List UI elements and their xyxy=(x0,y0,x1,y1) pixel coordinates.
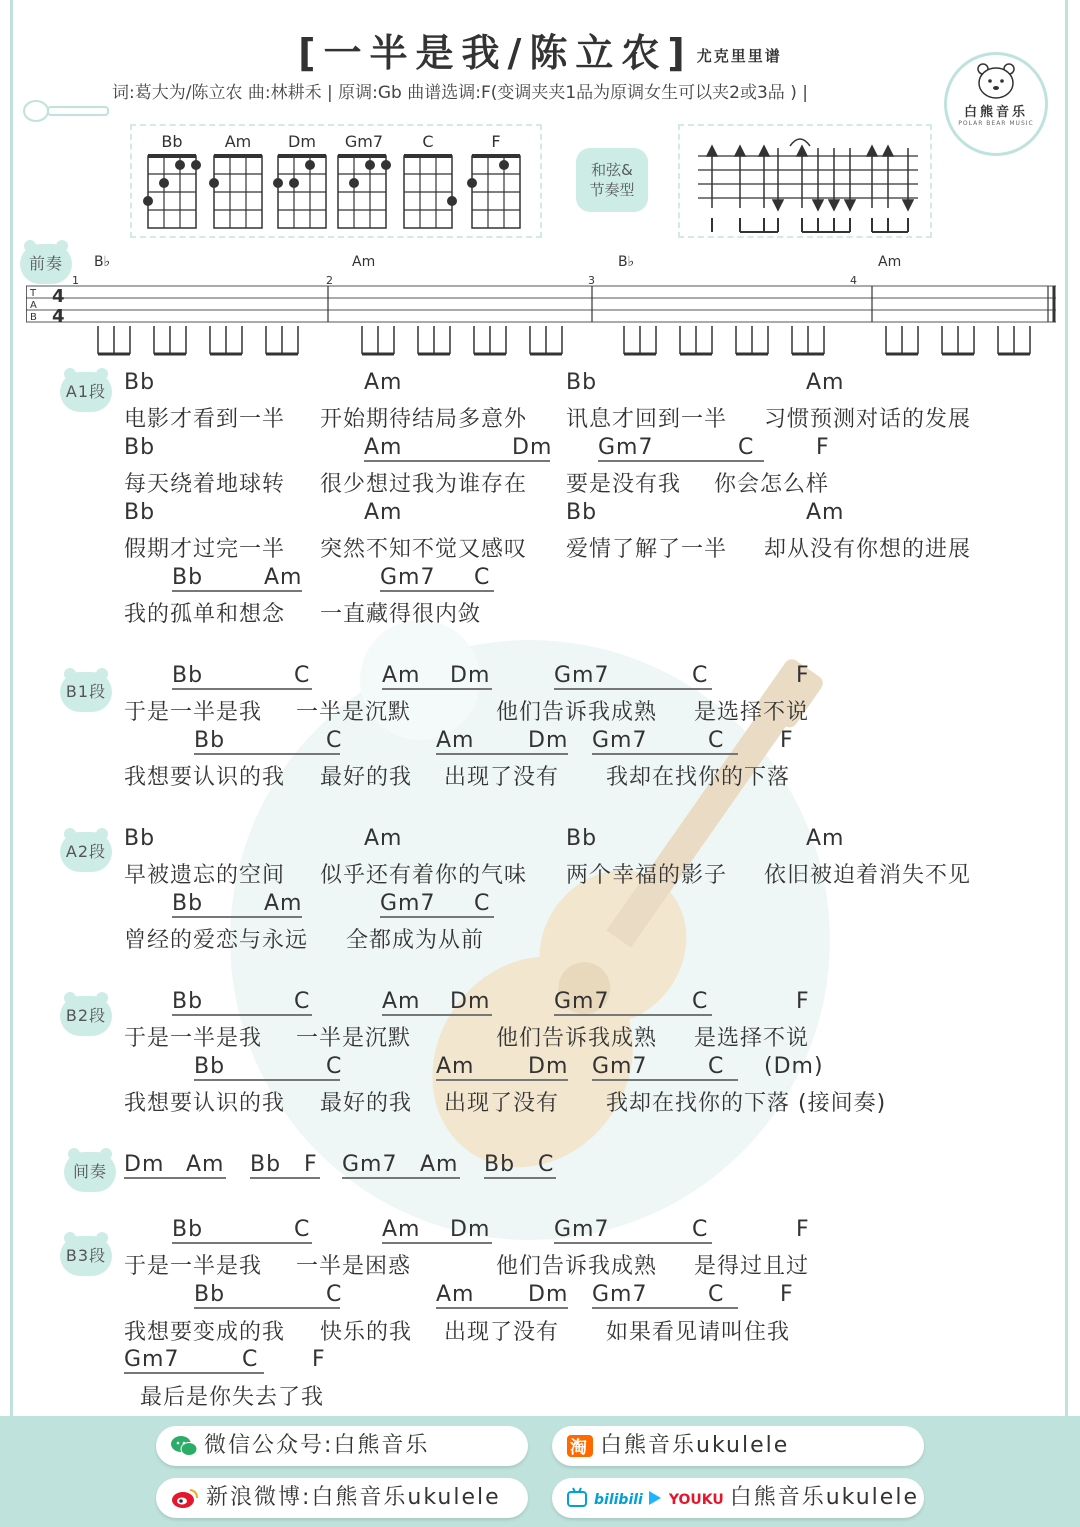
chord-label-f: F xyxy=(491,132,501,151)
lyric-phrase: 出现了没有 xyxy=(444,1091,560,1116)
chord: C xyxy=(326,728,343,753)
chord: Am xyxy=(436,728,475,753)
chord-group xyxy=(172,1217,312,1244)
chord: Bb xyxy=(172,989,204,1014)
svg-text:B: B xyxy=(30,312,37,323)
chord: Bb xyxy=(194,1054,226,1079)
lyric-phrase: 每天绕着地球转 xyxy=(124,472,286,497)
polar-bear-logo xyxy=(944,52,1048,156)
chord: Am xyxy=(364,435,403,460)
lyric-phrase: 很少想过我为谁存在 xyxy=(320,472,528,497)
chord: F xyxy=(780,1282,794,1307)
lyric-phrase: 我想要认识的我 xyxy=(124,1091,286,1116)
lyric-phrase: 我想要变成的我 xyxy=(124,1320,286,1345)
chord: Gm7 xyxy=(554,989,610,1014)
lyric-phrase: 于是一半是我 xyxy=(124,700,263,725)
polar-bear-icon xyxy=(973,61,1019,99)
chord: C xyxy=(474,565,491,590)
lyric-phrase: 却从没有你想的进展 xyxy=(764,537,972,562)
chord: Am xyxy=(264,565,303,590)
svg-text:4: 4 xyxy=(52,286,65,307)
song-subtitle: 尤克里里谱 xyxy=(696,47,782,65)
measure-number-3: 3 xyxy=(588,274,595,287)
youku-logo: YOUKU xyxy=(668,1492,724,1508)
strum-up-arrow-icon xyxy=(707,146,717,156)
chord: C xyxy=(294,989,311,1014)
chord-group xyxy=(172,663,312,690)
logo-english: POLAR BEAR MUSIC xyxy=(958,120,1034,127)
chord: Dm xyxy=(450,663,491,688)
chord-group xyxy=(172,989,312,1016)
chord: Gm7 xyxy=(592,1054,648,1079)
chord-group xyxy=(172,891,302,918)
chord: Bb xyxy=(172,663,204,688)
chord: Am xyxy=(364,370,403,395)
wechat-icon xyxy=(170,1434,198,1458)
lyric-phrase: 假期才过完一半 xyxy=(124,537,286,562)
chord-group xyxy=(554,1217,712,1244)
chord: F xyxy=(312,1347,326,1372)
strum-up-arrow-icon xyxy=(759,146,769,156)
chord: Bb xyxy=(566,500,598,525)
chord-group xyxy=(592,1054,738,1081)
lyric-phrase: 你会怎么样 xyxy=(714,472,830,497)
chord: C xyxy=(708,1054,725,1079)
chord: Am xyxy=(186,1152,225,1177)
logo-name: 白熊音乐 xyxy=(963,105,1028,120)
chord: Am xyxy=(806,370,845,395)
svg-text:淘: 淘 xyxy=(570,1438,589,1458)
chord-am-diagram xyxy=(209,154,262,228)
chord-group xyxy=(194,1054,343,1081)
lyric-phrase: 是选择不说 xyxy=(694,700,810,725)
chord: Gm7 xyxy=(592,1282,648,1307)
chord-group xyxy=(592,728,738,755)
chord-group xyxy=(382,1217,492,1244)
chord: Gm7 xyxy=(592,728,648,753)
lyric-phrase: 一直藏得很内敛 xyxy=(320,602,482,627)
lyric-phrase: 是选择不说 xyxy=(694,1026,810,1051)
chord: Gm7 xyxy=(554,1217,610,1242)
intro-chord-3: B♭ xyxy=(618,254,635,270)
intro-chord-4: Am xyxy=(878,254,902,270)
video-text: 白熊音乐ukulele xyxy=(729,1485,919,1510)
lyric-phrase: 是得过且过 xyxy=(694,1254,810,1279)
chord-group xyxy=(592,1282,738,1309)
chord-group xyxy=(554,989,712,1016)
chord-group xyxy=(598,435,764,462)
lyric-phrase: 要是没有我 xyxy=(566,472,682,497)
chord: Dm xyxy=(124,1152,165,1177)
chord: Bb xyxy=(124,826,156,851)
rhythm-badge-line1: 和弦& xyxy=(591,161,633,179)
section-badge-b2: B2段 xyxy=(60,996,112,1036)
measure-number-1: 1 xyxy=(72,274,79,287)
chord: Gm7 xyxy=(124,1347,180,1372)
svg-text:4: 4 xyxy=(52,306,65,327)
chord: Am xyxy=(364,826,403,851)
chord: Am xyxy=(382,663,421,688)
chord: Bb xyxy=(172,1217,204,1242)
footer xyxy=(0,1416,1080,1527)
chord: Dm xyxy=(528,1282,569,1307)
chord-group xyxy=(194,1282,343,1309)
chord: Am xyxy=(436,1054,475,1079)
chord: F xyxy=(796,1217,810,1242)
lyric-phrase: 于是一半是我 xyxy=(124,1254,263,1279)
chord-group xyxy=(436,1282,568,1309)
chord: Bb xyxy=(566,826,598,851)
strum-up-arrow-icon xyxy=(867,146,877,156)
chord-label-gm7: Gm7 xyxy=(344,132,384,151)
chord: C xyxy=(242,1347,259,1372)
chord-group xyxy=(382,989,492,1016)
wechat-link[interactable] xyxy=(156,1426,528,1466)
lyric-phrase: 我想要认识的我 xyxy=(124,765,286,790)
lyric-phrase: 早被遗忘的空间 xyxy=(124,863,286,888)
chord: Gm7 xyxy=(380,891,436,916)
chord-group xyxy=(380,891,494,918)
lyric-phrase: 如果看见请叫住我 xyxy=(606,1320,791,1345)
lyric-phrase: 他们告诉我成熟 xyxy=(496,1254,658,1279)
chord: Am xyxy=(806,500,845,525)
chord: Gm7 xyxy=(380,565,436,590)
chord: Am xyxy=(420,1152,459,1177)
chord: Bb xyxy=(124,435,156,460)
wechat-text: 微信公众号:白熊音乐 xyxy=(204,1433,430,1458)
chord: Am xyxy=(264,891,303,916)
lyric-phrase: 我的孤单和想念 xyxy=(124,602,286,627)
chord: C xyxy=(474,891,491,916)
chord-group xyxy=(380,565,494,592)
strum-down-arrow-icon xyxy=(813,200,823,210)
lyric-phrase: 曾经的爱恋与永远 xyxy=(124,928,309,953)
chord-label-c: C xyxy=(422,132,434,151)
bilibili-tv-icon xyxy=(566,1487,588,1509)
chord: F xyxy=(816,435,830,460)
chord-label-dm: Dm xyxy=(288,132,316,151)
song-title xyxy=(0,22,1080,77)
chord: Dm xyxy=(528,728,569,753)
chord: C xyxy=(294,1217,311,1242)
chord: C xyxy=(692,1217,709,1242)
chord: Am xyxy=(382,989,421,1014)
taobao-icon xyxy=(566,1434,594,1458)
rhythm-badge-line2: 节奏型 xyxy=(589,181,635,199)
chord: C xyxy=(708,728,725,753)
lyric-phrase: 全都成为从前 xyxy=(346,928,485,953)
lyric-phrase: 我却在找你的下落 (接间奏) xyxy=(606,1091,887,1116)
chord: F xyxy=(796,663,810,688)
chord: Bb xyxy=(194,1282,226,1307)
chord-group xyxy=(172,565,302,592)
chord-bb-diagram xyxy=(143,154,201,228)
chord-label-am: Am xyxy=(224,132,252,151)
section-badge-interlude: 间奏 xyxy=(64,1152,116,1192)
ukulele-icon xyxy=(22,96,114,126)
lyric-phrase: 爱情了解了一半 xyxy=(566,537,728,562)
lyric-phrase: 我却在找你的下落 xyxy=(606,765,791,790)
chord: Bb xyxy=(566,370,598,395)
lyric-phrase: 依旧被迫着消失不见 xyxy=(764,863,972,888)
chord-group xyxy=(436,728,568,755)
video-links[interactable] xyxy=(552,1478,924,1518)
lyric-phrase: 他们告诉我成熟 xyxy=(496,700,658,725)
chord: F xyxy=(304,1152,318,1177)
chord-group xyxy=(554,663,712,690)
taobao-text: 白熊音乐ukulele xyxy=(600,1433,790,1458)
chord: Am xyxy=(364,500,403,525)
chord-group xyxy=(484,1152,556,1179)
lyric-phrase: 出现了没有 xyxy=(444,765,560,790)
chord: Am xyxy=(806,826,845,851)
chord: Bb xyxy=(250,1152,282,1177)
strum-up-arrow-icon xyxy=(883,146,893,156)
bilibili-logo: bilibili xyxy=(594,1492,643,1508)
strum-down-arrow-icon xyxy=(903,200,913,210)
lyric-phrase: 开始期待结局多意外 xyxy=(320,407,528,432)
measure-number-2: 2 xyxy=(326,274,333,287)
chord-group xyxy=(250,1152,320,1179)
chord: F xyxy=(780,728,794,753)
chord: C xyxy=(708,1282,725,1307)
chord-dm-diagram xyxy=(273,154,326,228)
chord: (Dm) xyxy=(764,1054,824,1079)
chord: C xyxy=(326,1282,343,1307)
svg-text:T: T xyxy=(30,288,37,299)
lyric-phrase: 讯息才回到一半 xyxy=(566,407,728,432)
chord-label-bb: Bb xyxy=(161,132,183,151)
lyric-phrase: 一半是困惑 xyxy=(296,1254,412,1279)
chord-group xyxy=(342,1152,460,1179)
chord-c-diagram xyxy=(404,154,457,228)
lyric-phrase: 突然不知不觉又感叹 xyxy=(320,537,528,562)
lyric-phrase: 于是一半是我 xyxy=(124,1026,263,1051)
chord: Gm7 xyxy=(342,1152,398,1177)
intro-tablature xyxy=(26,250,1062,360)
song-title-text: [一半是我/陈立农] xyxy=(298,31,693,75)
rhythm-pattern-badge xyxy=(576,148,648,212)
strum-down-arrow-icon xyxy=(845,200,855,210)
lyric-phrase: 最好的我 xyxy=(320,765,413,790)
lyric-phrase: 最后是你失去了我 xyxy=(140,1385,325,1410)
lyric-phrase: 出现了没有 xyxy=(444,1320,560,1345)
section-badge-b3: B3段 xyxy=(60,1236,112,1276)
chord: Bb xyxy=(172,891,204,916)
lyric-phrase: 似乎还有着你的气味 xyxy=(320,863,528,888)
lyric-phrase: 他们告诉我成熟 xyxy=(496,1026,658,1051)
strum-down-arrow-icon xyxy=(773,200,783,210)
youku-play-icon xyxy=(647,1489,663,1507)
chord-group xyxy=(124,1347,264,1374)
chord: C xyxy=(738,435,755,460)
section-badge-a1: A1段 xyxy=(60,372,112,412)
lyric-phrase: 电影才看到一半 xyxy=(124,407,286,432)
strum-down-arrow-icon xyxy=(829,200,839,210)
chord-group xyxy=(382,663,492,690)
chord: C xyxy=(294,663,311,688)
chord-gm7-diagram xyxy=(338,154,391,228)
lyric-phrase: 快乐的我 xyxy=(320,1320,413,1345)
chord-group xyxy=(194,728,343,755)
chord: Am xyxy=(436,1282,475,1307)
chord: Bb xyxy=(172,565,204,590)
svg-text:A: A xyxy=(30,300,37,311)
weibo-link[interactable] xyxy=(156,1478,528,1518)
section-badge-intro: 前奏 xyxy=(20,244,72,284)
lyric-phrase: 两个幸福的影子 xyxy=(566,863,728,888)
section-badge-a2: A2段 xyxy=(60,832,112,872)
taobao-link[interactable] xyxy=(552,1426,924,1466)
chord: C xyxy=(692,989,709,1014)
chord: Bb xyxy=(124,370,156,395)
chord-f-diagram xyxy=(467,154,520,228)
section-badge-b1: B1段 xyxy=(60,672,112,712)
song-credits: 词:葛大为/陈立农 曲:林耕禾 | 原调:Gb 曲谱选调:F(变调夹夹1品为原调女生可以夹2或3品 ) | xyxy=(112,83,808,103)
chord: C xyxy=(326,1054,343,1079)
chord: C xyxy=(538,1152,555,1177)
chord-group xyxy=(436,1054,568,1081)
lyric-phrase: 最好的我 xyxy=(320,1091,413,1116)
lyric-phrase: 一半是沉默 xyxy=(296,1026,412,1051)
lyric-phrase: 一半是沉默 xyxy=(296,700,412,725)
intro-chord-2: Am xyxy=(352,254,376,270)
chord: Dm xyxy=(450,1217,491,1242)
strum-up-arrow-icon xyxy=(735,146,745,156)
weibo-icon xyxy=(170,1486,200,1510)
chord-group xyxy=(124,1152,226,1179)
lyric-phrase: 习惯预测对话的发展 xyxy=(764,407,972,432)
chord: Dm xyxy=(450,989,491,1014)
chord: Gm7 xyxy=(554,663,610,688)
chord-group xyxy=(364,435,553,462)
weibo-text: 新浪微博:白熊音乐ukulele xyxy=(206,1485,501,1510)
strum-up-arrow-icon xyxy=(797,146,807,156)
chord: Bb xyxy=(484,1152,516,1177)
strum-pattern xyxy=(678,124,932,238)
measure-number-4: 4 xyxy=(850,274,857,287)
chord: Bb xyxy=(194,728,226,753)
intro-chord-1: B♭ xyxy=(94,254,111,270)
chord: Am xyxy=(382,1217,421,1242)
chord: Dm xyxy=(512,435,553,460)
chord: C xyxy=(692,663,709,688)
chord: F xyxy=(796,989,810,1014)
chord: Dm xyxy=(528,1054,569,1079)
chord: Bb xyxy=(124,500,156,525)
chord: Gm7 xyxy=(598,435,654,460)
